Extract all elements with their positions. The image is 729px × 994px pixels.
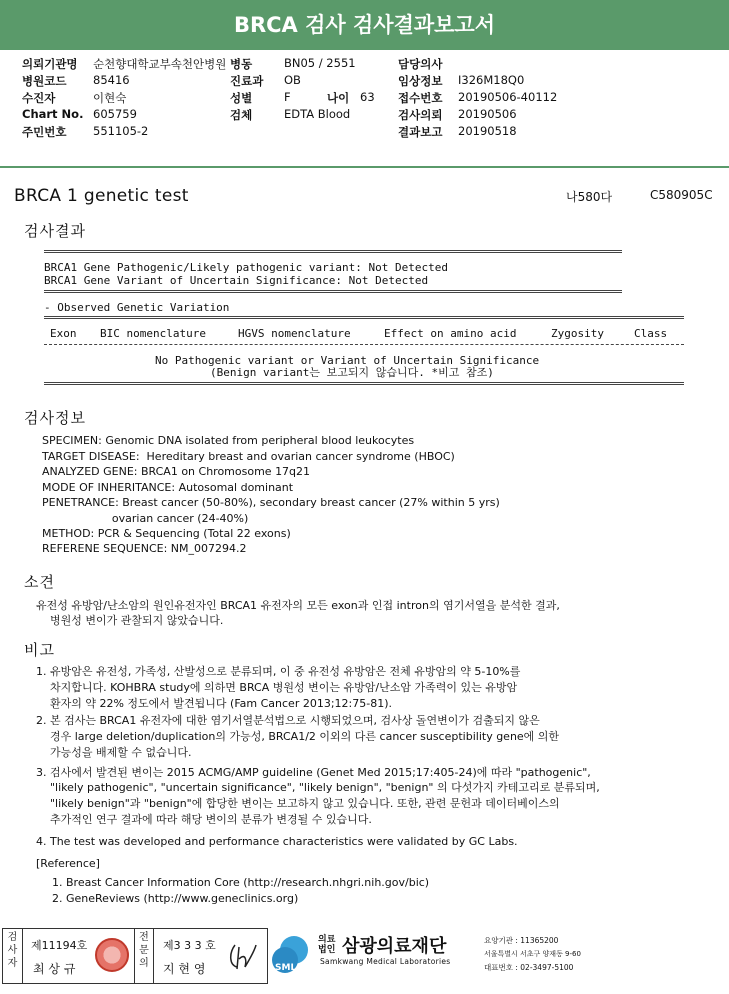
- spec-line: PENETRANCE: Breast cancer (50-80%), secondary breast cancer (27% within 5 yrs): [42, 496, 500, 509]
- value-chart: 605759: [93, 107, 137, 121]
- label-ward: 병동: [230, 57, 253, 71]
- org-english-name: Samkwang Medical Laboratories: [320, 957, 451, 966]
- reference-2: 2. GeneReviews (http://www.geneclinics.org): [52, 892, 299, 905]
- value-patient: 이현숙: [93, 91, 127, 105]
- spec-line: METHOD: PCR & Sequencing (Total 22 exons): [42, 527, 291, 540]
- test-info-heading: 검사정보: [24, 409, 86, 427]
- signature-box: [2, 928, 268, 984]
- label-chart: Chart No.: [22, 107, 84, 121]
- remark-2-line: 2. 본 검사는 BRCA1 유전자에 대한 염기서열분석법으로 시행되었으며, 검사상 돌연변이가 검출되지 않은: [36, 714, 540, 727]
- opinion-text-2: 병원성 변이가 관찰되지 않았습니다.: [50, 614, 224, 627]
- org-prefix: 의료법인: [318, 935, 336, 955]
- label-specimen: 검체: [230, 108, 253, 122]
- label-sex: 성별: [230, 91, 253, 105]
- examiner-seal: [95, 938, 129, 972]
- value-clinical-info: I326M18Q0: [458, 73, 525, 87]
- value-institution: 순천향대학교부속천안병원: [93, 57, 227, 71]
- label-clinical-info: 임상정보: [398, 74, 443, 88]
- label-request-date: 검사의뢰: [398, 108, 443, 122]
- header-divider: [0, 166, 729, 168]
- col-class: Class: [634, 327, 668, 340]
- org-phone: 대표번호 : 02-3497-5100: [484, 963, 574, 972]
- examiner-id: 제11194호: [31, 939, 88, 952]
- value-age: 63: [360, 90, 375, 104]
- spec-line: TARGET DISEASE: Hereditary breast and ovarian cancer syndrome (HBOC): [42, 450, 455, 463]
- org-code: 요양기관 : 11365200: [484, 936, 559, 945]
- spec-line: REFERENE SEQUENCE: NM_007294.2: [42, 542, 247, 555]
- variation-rule-bottom: [44, 382, 684, 385]
- label-hospital-code: 병원코드: [22, 74, 67, 88]
- specialist-signature: [225, 939, 259, 973]
- report-title-banner: BRCA 검사 검사결과보고서: [0, 0, 729, 50]
- observed-variation-label: - Observed Genetic Variation: [44, 301, 230, 314]
- specialist-id: 제3 3 3 호: [163, 939, 216, 952]
- value-ward: BN05 / 2551: [284, 56, 356, 70]
- patient-info: [22, 56, 712, 141]
- opinion-heading: 소견: [24, 573, 55, 591]
- remark-1-line: 차지합니다. KOHBRA study에 의하면 BRCA 병원성 변이는 유방암/난소암 가족력이 있는 유방암: [36, 681, 518, 694]
- remark-2-line: 가능성을 배제할 수 없습니다.: [36, 746, 192, 759]
- result-rule-mid: [44, 290, 622, 293]
- col-effect: Effect on amino acid: [384, 327, 517, 340]
- col-hgvs: HGVS nomenclature: [238, 327, 351, 340]
- label-doctor: 담당의사: [398, 57, 443, 71]
- col-bic: BIC nomenclature: [100, 327, 206, 340]
- variation-header-rule: [44, 344, 684, 345]
- label-patient: 수진자: [22, 91, 56, 105]
- value-department: OB: [284, 73, 301, 87]
- label-department: 진료과: [230, 74, 264, 88]
- spec-line: ANALYZED GENE: BRCA1 on Chromosome 17q21: [42, 465, 311, 478]
- test-code-1: 나580다: [566, 190, 613, 204]
- sml-logo-text: SML: [275, 963, 297, 973]
- remarks-heading: 비고: [24, 641, 55, 659]
- result-rule-top: [44, 250, 622, 253]
- value-sex: F: [284, 90, 291, 104]
- label-accession: 접수번호: [398, 91, 443, 105]
- examiner-label-text: 검사자: [7, 932, 18, 969]
- specialist-label-text: 전문의: [139, 932, 149, 969]
- value-hospital-code: 85416: [93, 73, 130, 87]
- col-exon: Exon: [50, 327, 77, 340]
- test-code-2: C580905C: [650, 188, 713, 202]
- remark-3-line: 3. 검사에서 발견된 변이는 2015 ACMG/AMP guideline (Genet Med 2015;17:405-24)에 따라 "pathogenic",: [36, 766, 591, 779]
- label-institution: 의뢰기관명: [22, 57, 78, 71]
- test-title: BRCA 1 genetic test: [14, 186, 189, 206]
- col-zygosity: Zygosity: [551, 327, 604, 340]
- org-name: 삼광의료재단: [342, 936, 447, 957]
- org-address: 서울특별시 서초구 양재동 9-60: [484, 950, 581, 958]
- sml-logo-icon: [270, 930, 314, 978]
- value-resident-no: 551105-2: [93, 124, 149, 138]
- remark-2-line: 경우 large deletion/duplication의 가능성, BRCA1/2 이외의 다른 cancer susceptibility gene에 의한: [36, 730, 560, 743]
- label-report-date: 결과보고: [398, 125, 443, 139]
- specialist-name: 지 현 영: [163, 962, 206, 976]
- value-specimen: EDTA Blood: [284, 107, 351, 121]
- no-variant-line-2: (Benign variant는 보고되지 않습니다. *비고 참조): [210, 366, 494, 379]
- remark-1-line: 1. 유방암은 유전성, 가족성, 산발성으로 분류되며, 이 중 유전성 유방암은 전체 유방암의 약 5-10%를: [36, 665, 521, 678]
- result-pathogenic-line: BRCA1 Gene Pathogenic/Likely pathogenic variant: Not Detected: [44, 261, 448, 274]
- specialist-label: [134, 929, 154, 983]
- remark-1-line: 환자의 약 22% 정도에서 발견됩니다 (Fam Cancer 2013;12:75-81).: [36, 697, 392, 710]
- reference-1: 1. Breast Cancer Information Core (http://research.nhgri.nih.gov/bic): [52, 876, 430, 889]
- remark-4-line: 4. The test was developed and performance characteristics were validated by GC Labs.: [36, 835, 518, 848]
- examiner-name: 최 상 규: [33, 962, 76, 976]
- spec-line: ovarian cancer (24-40%): [42, 512, 249, 525]
- spec-line: MODE OF INHERITANCE: Autosomal dominant: [42, 481, 294, 494]
- result-vus-line: BRCA1 Gene Variant of Uncertain Significance: Not Detected: [44, 274, 429, 287]
- examiner-label: [3, 929, 23, 983]
- value-accession: 20190506-40112: [458, 90, 558, 104]
- remark-3-line: "likely pathogenic", "uncertain significance", "likely benign", "benign" 의 다섯가지 카테고리로 분류되며,: [36, 781, 600, 794]
- remark-3-line: "likely benign"과 "benign"에 합당한 변이는 보고하지 않고 있습니다. 또한, 관련 문헌과 데이터베이스의: [36, 797, 560, 810]
- value-request-date: 20190506: [458, 107, 517, 121]
- variation-rule-top: [44, 316, 684, 319]
- result-heading: 검사결과: [24, 222, 86, 240]
- label-age: 나이: [327, 91, 350, 105]
- value-report-date: 20190518: [458, 124, 517, 138]
- remark-3-line: 추가적인 연구 결과에 따라 해당 변이의 분류가 변경될 수 있습니다.: [36, 813, 372, 826]
- reference-heading: [Reference]: [36, 857, 100, 870]
- spec-line: SPECIMEN: Genomic DNA isolated from peripheral blood leukocytes: [42, 434, 415, 447]
- opinion-text-1: 유전성 유방암/난소암의 원인유전자인 BRCA1 유전자의 모든 exon과 인접 intron의 염기서열을 분석한 결과,: [36, 599, 560, 612]
- label-resident-no: 주민번호: [22, 125, 67, 139]
- no-variant-line-1: No Pathogenic variant or Variant of Uncertain Significance: [155, 354, 540, 367]
